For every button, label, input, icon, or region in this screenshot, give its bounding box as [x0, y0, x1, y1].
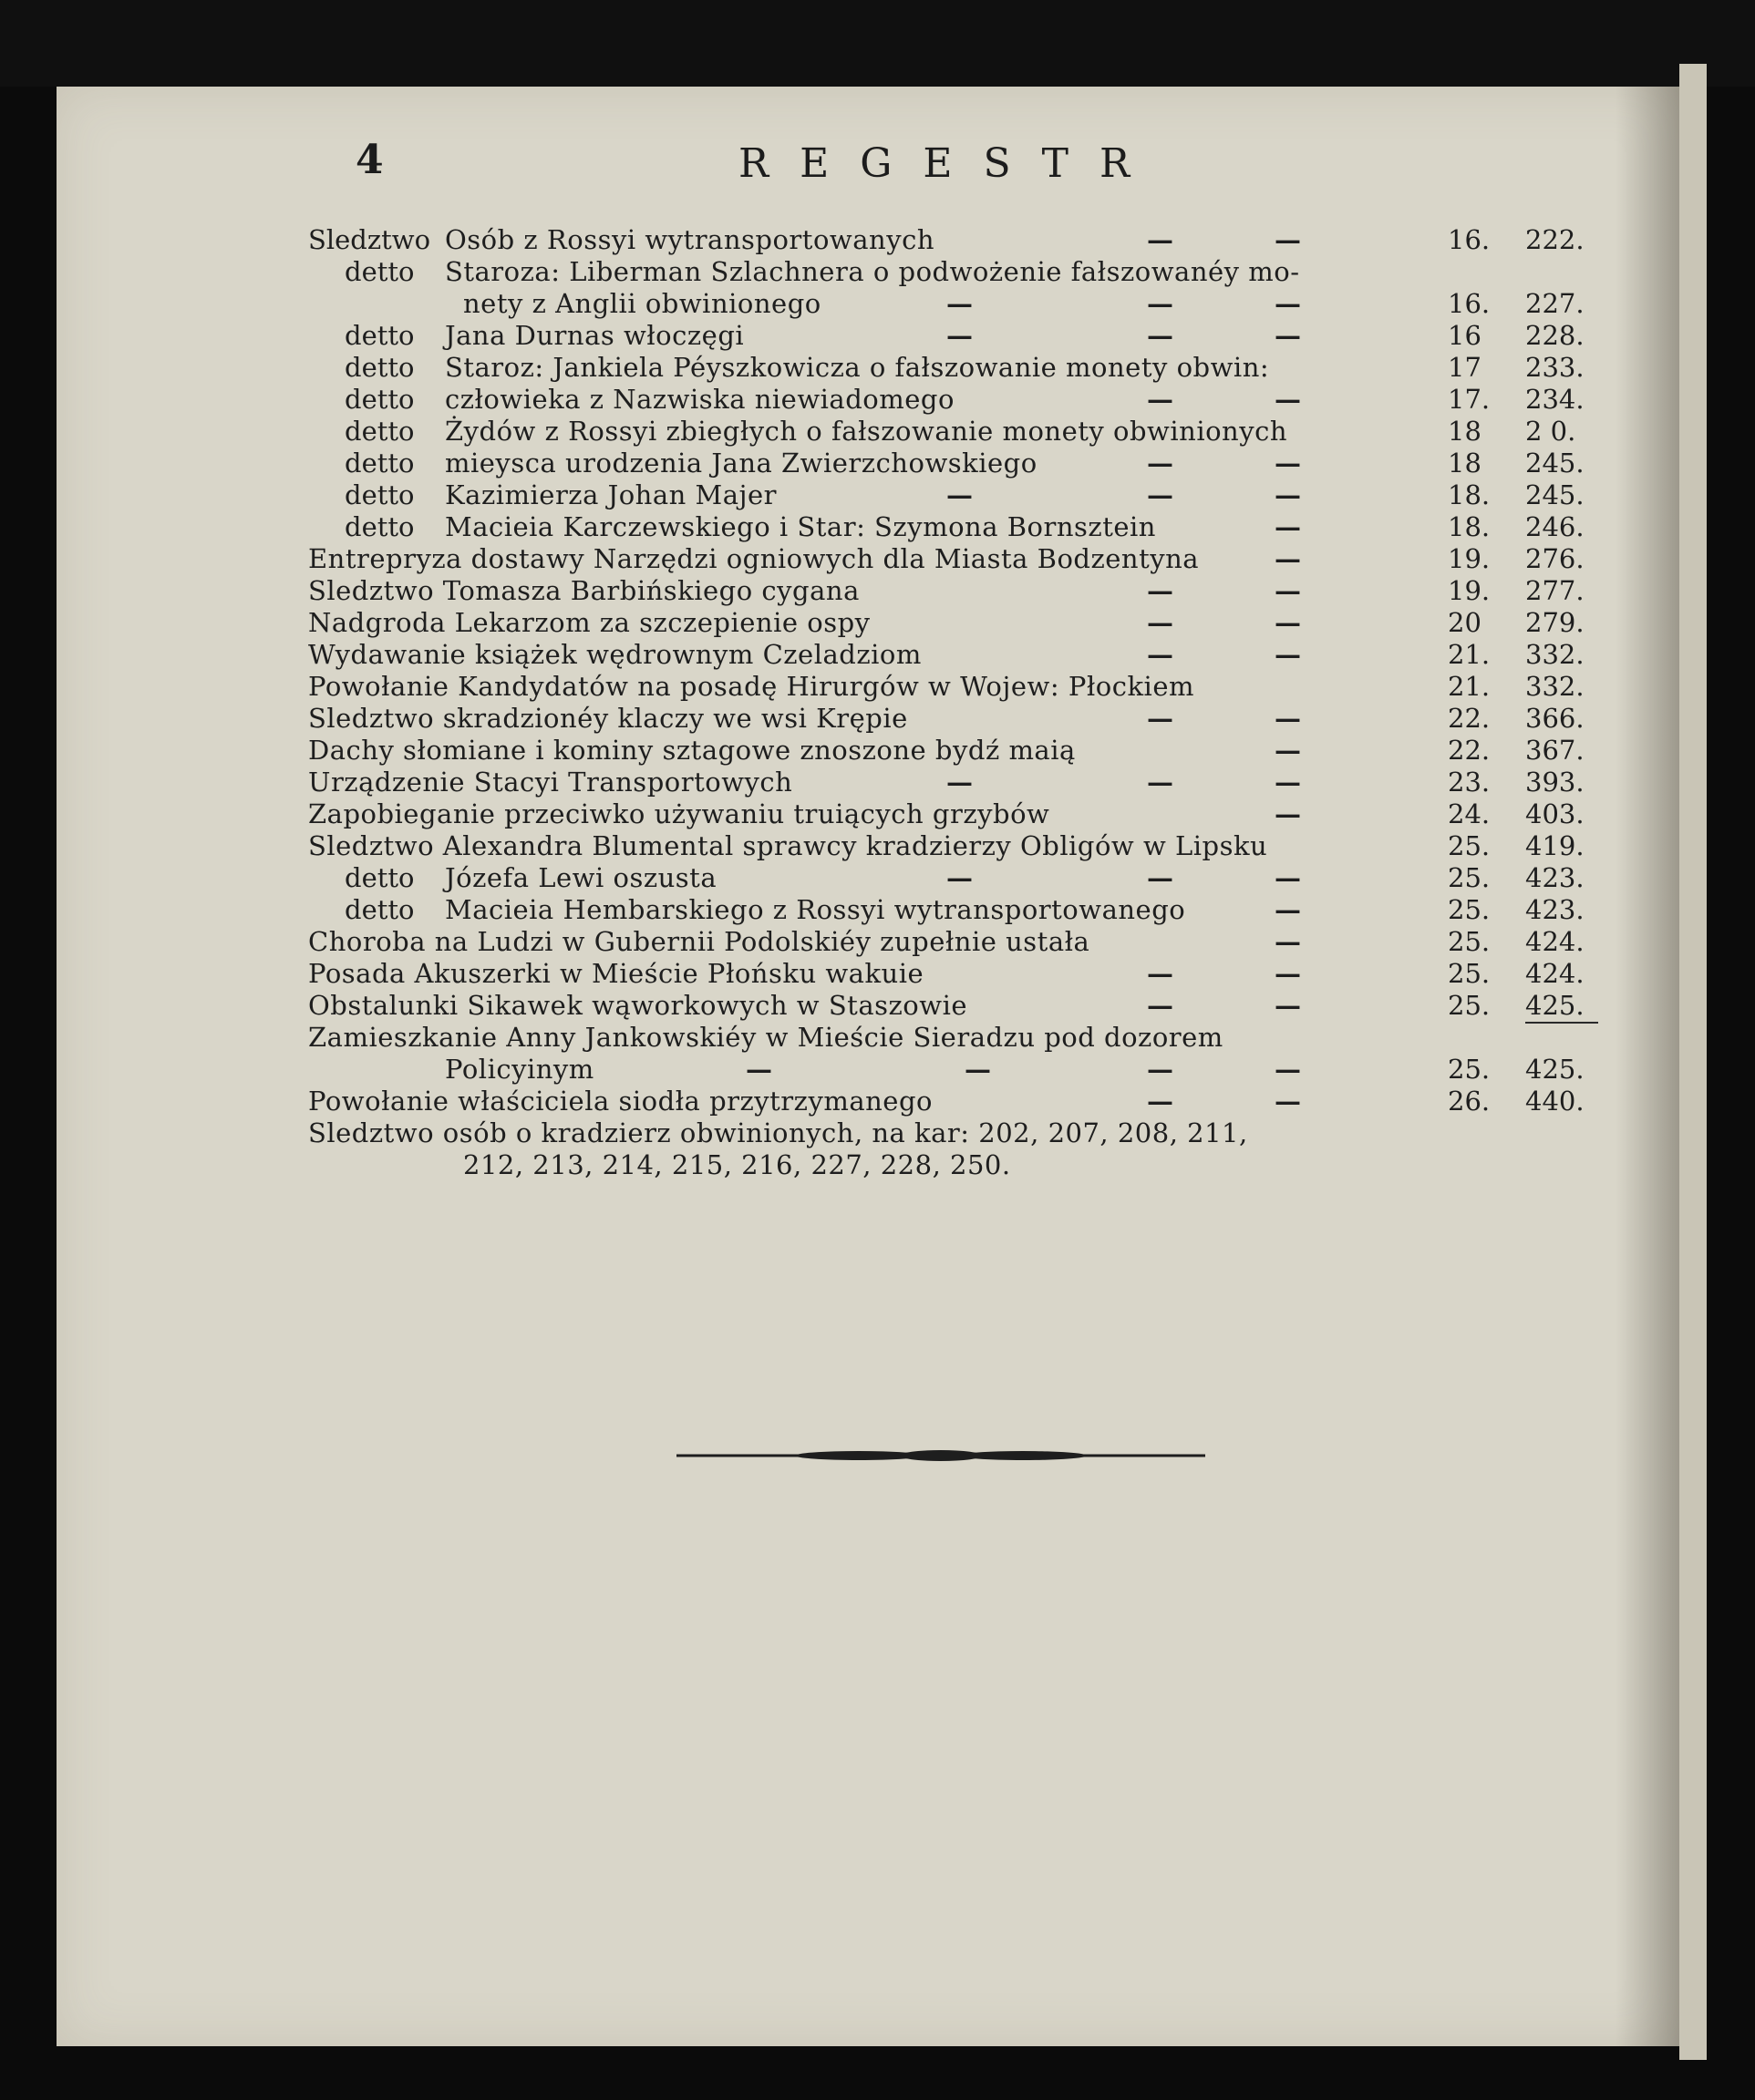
page-edge [1679, 64, 1707, 2060]
leader-dash: — [1147, 384, 1173, 415]
leader-dash: — [1275, 448, 1301, 479]
leader-dash: — [1275, 798, 1301, 829]
leader-dash: — [1147, 575, 1173, 606]
entry-page: 393. [1525, 767, 1585, 798]
entry-number: 25. [1448, 862, 1491, 893]
register-entry [308, 288, 1603, 320]
leader-dash: — [1275, 926, 1301, 957]
register-entry [308, 671, 1603, 703]
page-number: 4 [356, 137, 384, 183]
entry-text: Wydawanie książek wędrownym Czeladziom [308, 639, 922, 670]
entry-page: 228. [1525, 320, 1585, 351]
leader-dash: — [1275, 735, 1301, 766]
entry-page: 276. [1525, 543, 1585, 574]
register-entry [308, 1149, 1603, 1181]
leader-dash: — [1275, 543, 1301, 574]
leader-dash: — [1275, 511, 1301, 542]
entry-page: 332. [1525, 671, 1585, 702]
leader-dash: — [1147, 1086, 1173, 1117]
page-header [283, 137, 1285, 191]
entry-text: Staroza: Liberman Szlachnera o podwożenie fałszowanéy mo- [445, 256, 1300, 287]
register-entry [308, 639, 1603, 671]
entry-page: 279. [1525, 607, 1585, 638]
leader-dash: — [1147, 862, 1173, 893]
entry-number: 18. [1448, 479, 1491, 510]
entry-number: 17 [1448, 352, 1481, 383]
entry-page: 233. [1525, 352, 1585, 383]
entry-text: Powołanie Kandydatów na posadę Hirurgów w Wojew: Płockiem [308, 671, 1194, 702]
register-entry [308, 607, 1603, 639]
entry-page: 423. [1525, 894, 1585, 925]
entry-text: mieysca urodzenia Jana Zwierzchowskiego [445, 448, 1038, 479]
ornament-divider [676, 1449, 1205, 1462]
leader-dash: — [1275, 703, 1301, 734]
entry-text: Sledztwo Alexandra Blumental sprawcy kradzierzy Obligów w Lipsku [308, 830, 1268, 861]
entry-text: Sledztwo osób o kradzierz obwinionych, na kar: 202, 207, 208, 211, [308, 1117, 1248, 1148]
leader-dash: — [946, 862, 973, 893]
entry-number: 25. [1448, 830, 1491, 861]
entry-number: 25. [1448, 926, 1491, 957]
entry-number: 17. [1448, 384, 1491, 415]
leader-dash: — [1275, 575, 1301, 606]
leader-dash: — [946, 479, 973, 510]
leader-dash: — [1275, 639, 1301, 670]
entry-number: 16 [1448, 320, 1481, 351]
leader-dash: — [1147, 224, 1173, 255]
register-entries [308, 224, 1603, 1181]
entry-number: 18 [1448, 416, 1481, 447]
leader-dash: — [1147, 990, 1173, 1021]
entry-page: 425. [1525, 990, 1598, 1024]
entry-page: 222. [1525, 224, 1585, 255]
entry-lead: Sledztwo [308, 224, 431, 255]
entry-page: 234. [1525, 384, 1585, 415]
entry-text: Policyinym [445, 1054, 594, 1085]
register-entry [308, 1086, 1603, 1117]
entry-text: Sledztwo skradzionéy klaczy we wsi Krępie [308, 703, 908, 734]
leader-dash: — [1275, 1086, 1301, 1117]
entry-number: 25. [1448, 1054, 1491, 1085]
entry-page: 419. [1525, 830, 1585, 861]
register-entry [308, 1022, 1603, 1054]
entry-text: Entrepryza dostawy Narzędzi ogniowych dla Miasta Bodzentyna [308, 543, 1200, 574]
leader-dash: — [1275, 990, 1301, 1021]
entry-number: 22. [1448, 703, 1491, 734]
leader-dash: — [1275, 224, 1301, 255]
register-entry [308, 224, 1603, 256]
entry-text: człowieka z Nazwiska niewiadomego [445, 384, 955, 415]
register-entry [308, 862, 1603, 894]
leader-dash: — [946, 288, 973, 319]
entry-text: Józefa Lewi oszusta [445, 862, 717, 893]
entry-number: 18 [1448, 448, 1481, 479]
entry-number: 21. [1448, 639, 1491, 670]
register-entry [308, 703, 1603, 735]
entry-page: 440. [1525, 1086, 1585, 1117]
register-entry [308, 352, 1603, 384]
leader-dash: — [1275, 862, 1301, 893]
leader-dash: — [1147, 288, 1173, 319]
leader-dash: — [1147, 320, 1173, 351]
entry-number: 25. [1448, 990, 1491, 1021]
register-entry [308, 575, 1603, 607]
leader-dash: — [1147, 479, 1173, 510]
entry-number: 24. [1448, 798, 1491, 829]
entry-text: nety z Anglii obwinionego [463, 288, 821, 319]
entry-page: 246. [1525, 511, 1585, 542]
leader-dash: — [1147, 607, 1173, 638]
register-entry [308, 1117, 1603, 1149]
entry-number: 26. [1448, 1086, 1491, 1117]
leader-dash: — [1147, 767, 1173, 798]
entry-text: Zamieszkanie Anny Jankowskiéy w Mieście Sieradzu pod dozorem [308, 1022, 1223, 1053]
leader-dash: — [1275, 607, 1301, 638]
entry-lead: detto [345, 448, 415, 479]
entry-lead: detto [345, 384, 415, 415]
entry-number: 19. [1448, 543, 1491, 574]
entry-number: 16. [1448, 288, 1491, 319]
leader-dash: — [746, 1054, 772, 1085]
leader-dash: — [1275, 320, 1301, 351]
entry-page: 277. [1525, 575, 1585, 606]
entry-number: 21. [1448, 671, 1491, 702]
entry-text: Sledztwo Tomasza Barbińskiego cygana [308, 575, 860, 606]
register-entry [308, 511, 1603, 543]
leader-dash: — [1147, 703, 1173, 734]
entry-page: 423. [1525, 862, 1585, 893]
entry-number: 19. [1448, 575, 1491, 606]
leader-dash: — [965, 1054, 991, 1085]
entry-text: Macieia Hembarskiego z Rossyi wytransportowanego [445, 894, 1186, 925]
entry-page: 403. [1525, 798, 1585, 829]
register-entry [308, 735, 1603, 767]
entry-number: 20 [1448, 607, 1481, 638]
register-entry [308, 894, 1603, 926]
leader-dash: — [1275, 894, 1301, 925]
entry-page: 245. [1525, 448, 1585, 479]
entry-text: Zapobieganie przeciwko używaniu truiących grzybów [308, 798, 1050, 829]
register-entry [308, 320, 1603, 352]
entry-page: 332. [1525, 639, 1585, 670]
register-entry [308, 416, 1603, 448]
leader-dash: — [1275, 479, 1301, 510]
register-entry [308, 798, 1603, 830]
entry-number: 25. [1448, 958, 1491, 989]
entry-text: Jana Durnas włoczęgi [445, 320, 745, 351]
entry-text: Powołanie właściciela siodła przytrzymanego [308, 1086, 933, 1117]
entry-lead: detto [345, 479, 415, 510]
leader-dash: — [1275, 288, 1301, 319]
entry-lead: detto [345, 352, 415, 383]
register-entry [308, 384, 1603, 416]
entry-text: Choroba na Ludzi w Gubernii Podolskiéy zupełnie ustała [308, 926, 1090, 957]
register-entry [308, 1054, 1603, 1086]
leader-dash: — [1275, 384, 1301, 415]
entry-page: 366. [1525, 703, 1585, 734]
entry-text: Staroz: Jankiela Péyszkowicza o fałszowanie monety obwin: [445, 352, 1270, 383]
scan-border-top [0, 0, 1755, 87]
register-entry [308, 543, 1603, 575]
register-entry [308, 830, 1603, 862]
register-entry [308, 958, 1603, 990]
entry-text: 212, 213, 214, 215, 216, 227, 228, 250. [463, 1149, 1011, 1180]
entry-page: 424. [1525, 958, 1585, 989]
entry-text: Dachy słomiane i kominy sztagowe znoszone bydź maią [308, 735, 1076, 766]
entry-number: 25. [1448, 894, 1491, 925]
entry-lead: detto [345, 320, 415, 351]
spine-shadow [1616, 87, 1679, 2046]
entry-text: Osób z Rossyi wytransportowanych [445, 224, 934, 255]
entry-text: Żydów z Rossyi zbiegłych o fałszowanie monety obwinionych [445, 416, 1288, 447]
entry-text: Macieia Karczewskiego i Star: Szymona Bornsztein [445, 511, 1156, 542]
leader-dash: — [946, 320, 973, 351]
register-entry [308, 448, 1603, 479]
page-title: REGESTR [738, 140, 1161, 187]
leader-dash: — [946, 767, 973, 798]
entry-page: 245. [1525, 479, 1585, 510]
entry-number: 16. [1448, 224, 1491, 255]
leader-dash: — [1275, 1054, 1301, 1085]
entry-text: Obstalunki Sikawek wąworkowych w Staszowie [308, 990, 968, 1021]
entry-page: 227. [1525, 288, 1585, 319]
entry-lead: detto [345, 416, 415, 447]
entry-number: 23. [1448, 767, 1491, 798]
register-entry [308, 256, 1603, 288]
leader-dash: — [1275, 767, 1301, 798]
leader-dash: — [1147, 958, 1173, 989]
leader-dash: — [1147, 1054, 1173, 1085]
entry-text: Urządzenie Stacyi Transportowych [308, 767, 793, 798]
entry-lead: detto [345, 894, 415, 925]
entry-text: Posada Akuszerki w Mieście Płońsku wakuie [308, 958, 924, 989]
entry-page: 2 0. [1525, 416, 1576, 447]
entry-page: 367. [1525, 735, 1585, 766]
entry-page: 425. [1525, 1054, 1585, 1085]
register-entry [308, 479, 1603, 511]
entry-text: Kazimierza Johan Majer [445, 479, 778, 510]
register-entry [308, 926, 1603, 958]
entry-number: 18. [1448, 511, 1491, 542]
leader-dash: — [1147, 639, 1173, 670]
entry-number: 22. [1448, 735, 1491, 766]
entry-page: 424. [1525, 926, 1585, 957]
leader-dash: — [1275, 958, 1301, 989]
entry-lead: detto [345, 511, 415, 542]
register-entry [308, 990, 1603, 1022]
register-entry [308, 767, 1603, 798]
entry-lead: detto [345, 862, 415, 893]
leader-dash: — [1147, 448, 1173, 479]
entry-lead: detto [345, 256, 415, 287]
entry-text: Nadgroda Lekarzom za szczepienie ospy [308, 607, 871, 638]
